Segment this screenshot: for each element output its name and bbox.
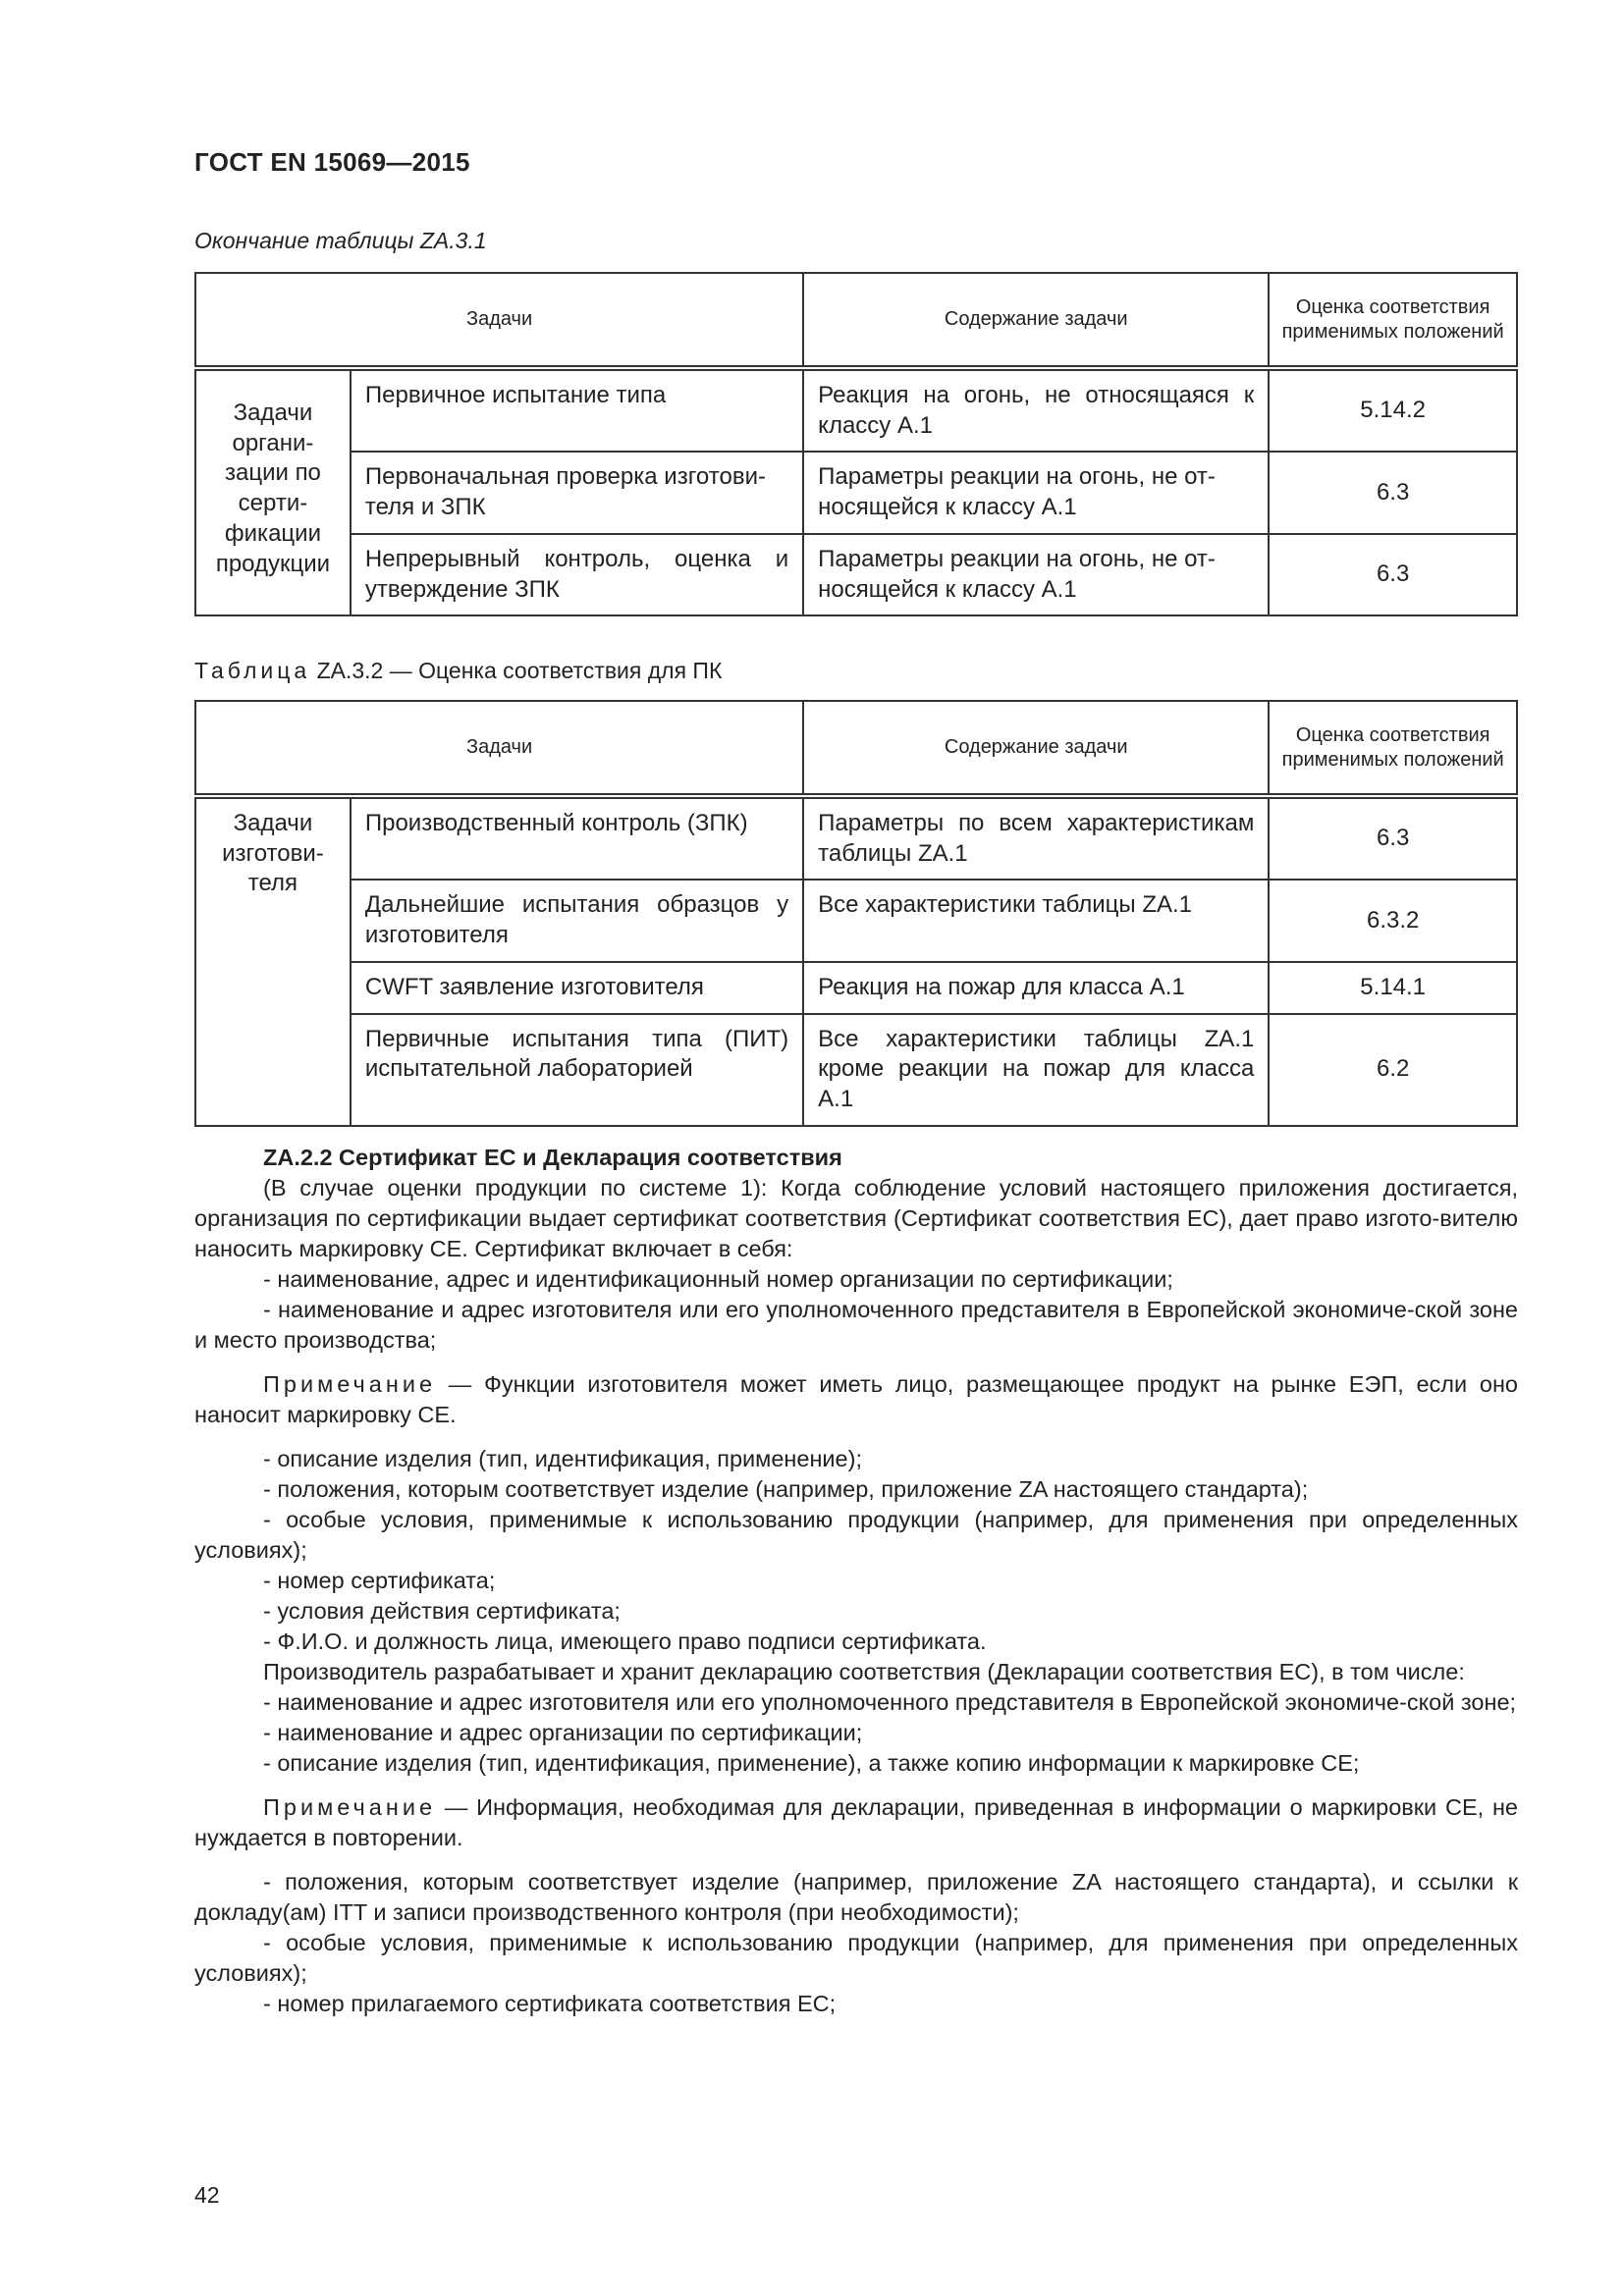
clause-cell: 6.3 bbox=[1269, 534, 1517, 615]
note-label: Примечание bbox=[263, 1794, 437, 1820]
column-header-clauses: Оценка соответствия применимых положений bbox=[1269, 701, 1517, 796]
note-text: — Функции изготовителя может иметь лицо, размещающее продукт на рынке ЕЭП, если оно наносит маркировку СЕ. bbox=[194, 1371, 1518, 1427]
list-item: - описание изделия (тип, идентификация, применение); bbox=[263, 1446, 862, 1471]
list-item: - положения, которым соответствует изделие (например, приложение ZA настоящего стандарта); bbox=[263, 1476, 1309, 1502]
table-row bbox=[195, 368, 1517, 452]
clause-cell: 6.3 bbox=[1269, 796, 1517, 880]
content-cell: Все характеристики таблицы ZA.1 bbox=[803, 880, 1269, 961]
table-za-3-1 bbox=[194, 272, 1518, 616]
note-paragraph bbox=[194, 1792, 1518, 1853]
task-cell: Первичное испытание типа bbox=[351, 368, 803, 452]
section-heading: ZA.2.2 Сертификат ЕС и Декларация соответствия bbox=[263, 1145, 842, 1170]
section-body bbox=[194, 1143, 1518, 2019]
content-cell: Параметры реакции на огонь, не от- носящейся к классу А.1 bbox=[803, 452, 1269, 533]
task-cell: Непрерывный контроль, оценка и утверждение ЗПК bbox=[351, 534, 803, 615]
content-cell: Реакция на пожар для класса А.1 bbox=[803, 962, 1269, 1014]
note-paragraph bbox=[194, 1369, 1518, 1430]
table-header-row bbox=[195, 273, 1517, 368]
table-row bbox=[195, 962, 1517, 1014]
list-item: - особые условия, применимые к использованию продукции (например, для применения при определенных условиях); bbox=[194, 1507, 1518, 1563]
list-item: - номер прилагаемого сертификата соответствия ЕС; bbox=[263, 1991, 837, 2016]
content-cell: Реакция на огонь, не относящаяся к классу А.1 bbox=[803, 368, 1269, 452]
task-cell: Первоначальная проверка изготови- теля и ЗПК bbox=[351, 452, 803, 533]
list-item: - наименование и адрес организации по сертификации; bbox=[263, 1720, 863, 1745]
table-za-3-2 bbox=[194, 700, 1518, 1127]
document-header-title: ГОСТ EN 15069—2015 bbox=[194, 147, 470, 177]
clause-cell: 5.14.1 bbox=[1269, 962, 1517, 1014]
table2-caption-text: ZA.3.2 — Оценка соответствия для ПК bbox=[316, 658, 723, 683]
list-item: - условия действия сертификата; bbox=[263, 1598, 621, 1624]
clause-cell: 5.14.2 bbox=[1269, 368, 1517, 452]
clause-cell: 6.3 bbox=[1269, 452, 1517, 533]
table-row bbox=[195, 796, 1517, 880]
content-cell: Параметры по всем характеристикам таблицы ZA.1 bbox=[803, 796, 1269, 880]
table2-caption bbox=[194, 658, 722, 684]
column-header-tasks: Задачи bbox=[195, 273, 803, 368]
table-row bbox=[195, 1014, 1517, 1126]
list-item: - Ф.И.О. и должность лица, имеющего право подписи сертификата. bbox=[263, 1629, 987, 1654]
task-cell: Производственный контроль (ЗПК) bbox=[351, 796, 803, 880]
group-label-text: Задачи органи- зации по серти- фикации продукции bbox=[215, 400, 331, 577]
table-row bbox=[195, 452, 1517, 533]
group-label-text: Задачи изготови- теля bbox=[222, 810, 324, 897]
clause-cell: 6.2 bbox=[1269, 1014, 1517, 1126]
list-item: - наименование и адрес изготовителя или его уполномоченного представителя в Европейской экономиче-ской зоне; bbox=[263, 1689, 1517, 1715]
table-header-row bbox=[195, 701, 1517, 796]
paragraph: Производитель разрабатывает и хранит декларацию соответствия (Декларации соответствия ЕС), в том числе: bbox=[263, 1659, 1465, 1684]
row-group-label bbox=[195, 368, 351, 615]
row-group-label bbox=[195, 796, 351, 1126]
task-cell: Первичные испытания типа (ПИТ) испытательной лабораторией bbox=[351, 1014, 803, 1126]
list-item: - положения, которым соответствует изделие (например, приложение ZA настоящего стандарта), и ссылки к докладу(ам) ITT и записи производственного контроля (при необходимости); bbox=[194, 1869, 1518, 1925]
page-number: 42 bbox=[194, 2182, 220, 2208]
table-row bbox=[195, 534, 1517, 615]
note-label: Примечание bbox=[263, 1371, 437, 1397]
list-item: - наименование, адрес и идентификационный номер организации по сертификации; bbox=[263, 1266, 1173, 1292]
note-text: — Информация, необходимая для декларации, приведенная в информации о маркировки СЕ, не нуждается в повторении. bbox=[194, 1794, 1518, 1850]
task-cell: CWFT заявление изготовителя bbox=[351, 962, 803, 1014]
content-cell: Все характеристики таблицы ZA.1 кроме реакции на пожар для класса А.1 bbox=[803, 1014, 1269, 1126]
clause-cell: 6.3.2 bbox=[1269, 880, 1517, 961]
list-item: - особые условия, применимые к использованию продукции (например, для применения при определенных условиях); bbox=[194, 1930, 1518, 1986]
list-item: - номер сертификата; bbox=[263, 1568, 496, 1593]
column-header-clauses: Оценка соответствия применимых положений bbox=[1269, 273, 1517, 368]
paragraph: (В случае оценки продукции по системе 1): Когда соблюдение условий настоящего приложения достигается, организация по сертификации выдает сертификат соответствия (Сертификат соответствия ЕС), дает право изгото-вителю наносить маркировку СЕ. Сертификат включает в себя: bbox=[194, 1175, 1518, 1261]
table2-caption-label: Таблица bbox=[194, 658, 311, 683]
column-header-tasks: Задачи bbox=[195, 701, 803, 796]
table1-caption: Окончание таблицы ZA.3.1 bbox=[194, 228, 487, 253]
column-header-content: Содержание задачи bbox=[803, 701, 1269, 796]
content-cell: Параметры реакции на огонь, не от- носящейся к классу А.1 bbox=[803, 534, 1269, 615]
task-cell: Дальнейшие испытания образцов у изготовителя bbox=[351, 880, 803, 961]
list-item: - описание изделия (тип, идентификация, применение), а также копию информации к маркировке СЕ; bbox=[263, 1750, 1360, 1776]
table-row bbox=[195, 880, 1517, 961]
column-header-content: Содержание задачи bbox=[803, 273, 1269, 368]
list-item: - наименование и адрес изготовителя или его уполномоченного представителя в Европейской экономиче-ской зоне и место производства; bbox=[194, 1297, 1518, 1353]
